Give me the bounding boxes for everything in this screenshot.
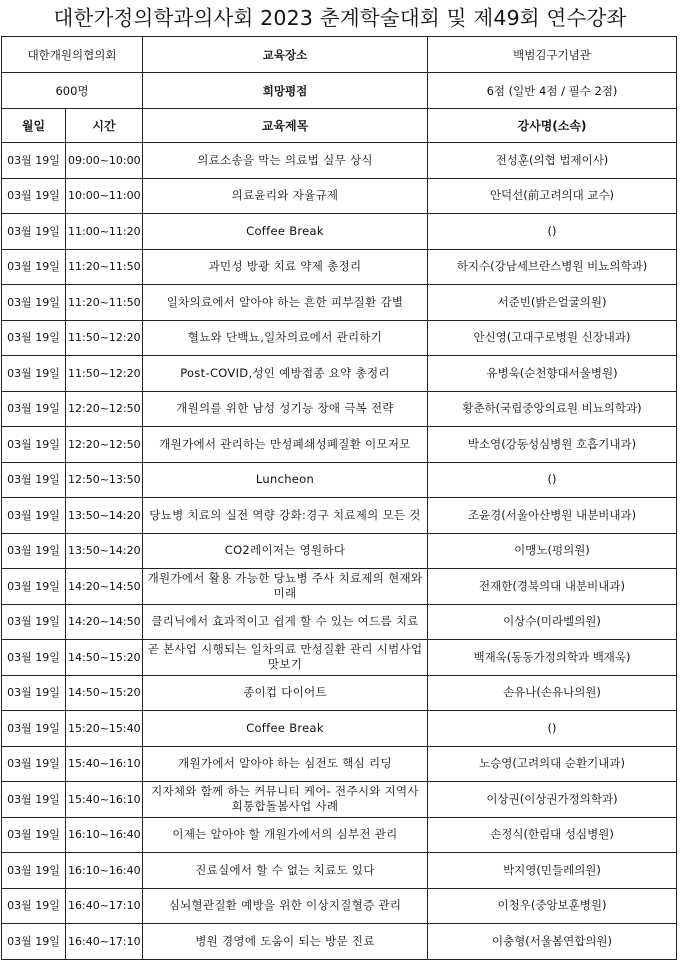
table-row xyxy=(2,356,677,392)
table-header xyxy=(2,109,677,143)
date-cell: 03월 19일 xyxy=(2,640,66,676)
subject-cell: 당뇨병 치료의 실전 역량 강화:경구 치료제의 모든 것 xyxy=(143,498,428,534)
subject-cell: Post-COVID,성인 예방접종 요약 총정리 xyxy=(143,356,428,392)
subject-cell: 개원가에서 활용 가능한 당뇨병 주사 치료제의 현재와 미래 xyxy=(143,569,428,605)
time-cell: 16:10~16:40 xyxy=(66,817,143,853)
table-row xyxy=(2,817,677,853)
schedule-table xyxy=(1,36,677,960)
time-cell: 14:50~15:20 xyxy=(66,675,143,711)
time-cell: 16:10~16:40 xyxy=(66,853,143,889)
table-row xyxy=(2,178,677,214)
date-cell: 03월 19일 xyxy=(2,462,66,498)
lecturer-cell: 유병욱(순천향대서울병원) xyxy=(428,356,677,392)
lecturer-cell: 하지수(강남세브란스병원 비뇨의학과) xyxy=(428,249,677,285)
time-cell: 14:20~14:50 xyxy=(66,604,143,640)
table-row xyxy=(2,462,677,498)
header-subject: 교육제목 xyxy=(143,109,428,143)
date-cell: 03월 19일 xyxy=(2,249,66,285)
lecturer-cell: 전성훈(의협 법제이사) xyxy=(428,143,677,179)
subject-cell: 일차의료에서 알아야 하는 흔한 피부질환 감별 xyxy=(143,285,428,321)
date-cell: 03월 19일 xyxy=(2,817,66,853)
date-cell: 03월 19일 xyxy=(2,853,66,889)
time-cell: 13:50~14:20 xyxy=(66,533,143,569)
subject-cell: 과민성 방광 치료 약제 총정리 xyxy=(143,249,428,285)
subject-cell: 의료소송을 막는 의료법 실무 상식 xyxy=(143,143,428,179)
date-cell: 03월 19일 xyxy=(2,533,66,569)
subject-cell: 종이컵 다이어트 xyxy=(143,675,428,711)
time-cell: 15:20~15:40 xyxy=(66,711,143,747)
time-cell: 12:50~13:50 xyxy=(66,462,143,498)
organizer-cell: 대한개원의협의회 xyxy=(2,37,143,73)
date-cell: 03월 19일 xyxy=(2,746,66,782)
table-row xyxy=(2,427,677,463)
table-row xyxy=(2,853,677,889)
lecturer-cell: 손정식(한림대 성심병원) xyxy=(428,817,677,853)
time-cell: 09:00~10:00 xyxy=(66,143,143,179)
date-cell: 03월 19일 xyxy=(2,675,66,711)
date-cell: 03월 19일 xyxy=(2,285,66,321)
lecturer-cell: 전재한(경북의대 내분비내과) xyxy=(428,569,677,605)
subject-cell: 개원가에서 관리하는 만성폐쇄성폐질환 이모저모 xyxy=(143,427,428,463)
points-value: 6점 (일반 4점 / 필수 2점) xyxy=(428,73,677,109)
subject-cell: 의료윤리와 자율규제 xyxy=(143,178,428,214)
time-cell: 15:40~16:10 xyxy=(66,746,143,782)
date-cell: 03월 19일 xyxy=(2,498,66,534)
table-row xyxy=(2,498,677,534)
table-row xyxy=(2,640,677,676)
capacity-cell: 600명 xyxy=(2,73,143,109)
table-row xyxy=(2,320,677,356)
subject-cell: Coffee Break xyxy=(143,214,428,250)
date-cell: 03월 19일 xyxy=(2,888,66,924)
venue-label: 교육장소 xyxy=(143,37,428,73)
time-cell: 14:50~15:20 xyxy=(66,640,143,676)
date-cell: 03월 19일 xyxy=(2,391,66,427)
date-cell: 03월 19일 xyxy=(2,214,66,250)
time-cell: 16:40~17:10 xyxy=(66,888,143,924)
info-row-venue xyxy=(2,37,677,73)
lecturer-cell: 이청우(중앙보훈병원) xyxy=(428,888,677,924)
subject-cell: CO2레이저는 영원하다 xyxy=(143,533,428,569)
table-row xyxy=(2,391,677,427)
date-cell: 03월 19일 xyxy=(2,604,66,640)
lecturer-cell: 노승영(고려의대 순환기내과) xyxy=(428,746,677,782)
lecturer-cell: 이상권(이상권가정의학과) xyxy=(428,782,677,818)
subject-cell: 이제는 알아야 할 개원가에서의 심부전 관리 xyxy=(143,817,428,853)
lecturer-cell: 황춘하(국립중앙의료원 비뇨의학과) xyxy=(428,391,677,427)
subject-cell: 클리닉에서 효과적이고 쉽게 할 수 있는 여드름 치료 xyxy=(143,604,428,640)
table-row xyxy=(2,924,677,960)
table-row xyxy=(2,675,677,711)
subject-cell: 곧 본사업 시행되는 일차의료 만성질환 관리 시범사업 맛보기 xyxy=(143,640,428,676)
date-cell: 03월 19일 xyxy=(2,711,66,747)
time-cell: 11:50~12:20 xyxy=(66,320,143,356)
lecturer-cell: 조윤경(서울아산병원 내분비내과) xyxy=(428,498,677,534)
lecturer-cell: () xyxy=(428,711,677,747)
table-row xyxy=(2,746,677,782)
subject-cell: Coffee Break xyxy=(143,711,428,747)
table-row xyxy=(2,533,677,569)
lecturer-cell: 이맹노(펑의원) xyxy=(428,533,677,569)
subject-cell: 개원의를 위한 남성 성기능 장애 극복 전략 xyxy=(143,391,428,427)
subject-cell: 혈뇨와 단백뇨,일차의료에서 관리하기 xyxy=(143,320,428,356)
time-cell: 14:20~14:50 xyxy=(66,569,143,605)
table-row xyxy=(2,888,677,924)
lecturer-cell: 이상수(미라벨의원) xyxy=(428,604,677,640)
lecturer-cell: 박소영(강동성심병원 호흡기내과) xyxy=(428,427,677,463)
page-title: 대한가정의학과의사회 2023 춘계학술대회 및 제49회 연수강좌 xyxy=(53,6,627,30)
subject-cell: 심뇌혈관질환 예방을 위한 이상지질혈증 관리 xyxy=(143,888,428,924)
subject-cell: Luncheon xyxy=(143,462,428,498)
subject-cell: 진료실에서 할 수 없는 치료도 있다 xyxy=(143,853,428,889)
lecturer-cell: 안덕선(前고려의대 교수) xyxy=(428,178,677,214)
table-row xyxy=(2,214,677,250)
header-time: 시간 xyxy=(66,109,143,143)
table-row xyxy=(2,285,677,321)
header-lecturer: 강사명(소속) xyxy=(428,109,677,143)
lecturer-cell: 백재욱(동동가정의학과 백재욱) xyxy=(428,640,677,676)
table-row xyxy=(2,711,677,747)
time-cell: 11:20~11:50 xyxy=(66,285,143,321)
header-date: 월일 xyxy=(2,109,66,143)
time-cell: 15:40~16:10 xyxy=(66,782,143,818)
lecturer-cell: 안신영(고대구로병원 신장내과) xyxy=(428,320,677,356)
time-cell: 13:50~14:20 xyxy=(66,498,143,534)
table-row xyxy=(2,569,677,605)
venue-value: 백범김구기념관 xyxy=(428,37,677,73)
time-cell: 12:20~12:50 xyxy=(66,427,143,463)
date-cell: 03월 19일 xyxy=(2,924,66,960)
time-cell: 10:00~11:00 xyxy=(66,178,143,214)
table-row xyxy=(2,249,677,285)
table-row xyxy=(2,604,677,640)
subject-cell: 병원 경영에 도움이 되는 방문 진료 xyxy=(143,924,428,960)
lecturer-cell: 이충형(서울봄연합의원) xyxy=(428,924,677,960)
date-cell: 03월 19일 xyxy=(2,782,66,818)
points-label: 희망평점 xyxy=(143,73,428,109)
time-cell: 16:40~17:10 xyxy=(66,924,143,960)
date-cell: 03월 19일 xyxy=(2,143,66,179)
table-row xyxy=(2,782,677,818)
date-cell: 03월 19일 xyxy=(2,320,66,356)
lecturer-cell: () xyxy=(428,462,677,498)
table-row xyxy=(2,143,677,179)
subject-cell: 지자체와 함께 하는 커뮤니티 케어- 전주시와 지역사회통합돌봄사업 사례 xyxy=(143,782,428,818)
date-cell: 03월 19일 xyxy=(2,178,66,214)
time-cell: 12:20~12:50 xyxy=(66,391,143,427)
time-cell: 11:00~11:20 xyxy=(66,214,143,250)
time-cell: 11:20~11:50 xyxy=(66,249,143,285)
date-cell: 03월 19일 xyxy=(2,427,66,463)
lecturer-cell: 손유나(손유나의원) xyxy=(428,675,677,711)
date-cell: 03월 19일 xyxy=(2,569,66,605)
lecturer-cell: () xyxy=(428,214,677,250)
lecturer-cell: 서준빈(밝은얼굴의원) xyxy=(428,285,677,321)
subject-cell: 개원가에서 알아야 하는 심전도 핵심 리딩 xyxy=(143,746,428,782)
time-cell: 11:50~12:20 xyxy=(66,356,143,392)
info-row-points xyxy=(2,73,677,109)
lecturer-cell: 박지영(민들레의원) xyxy=(428,853,677,889)
date-cell: 03월 19일 xyxy=(2,356,66,392)
